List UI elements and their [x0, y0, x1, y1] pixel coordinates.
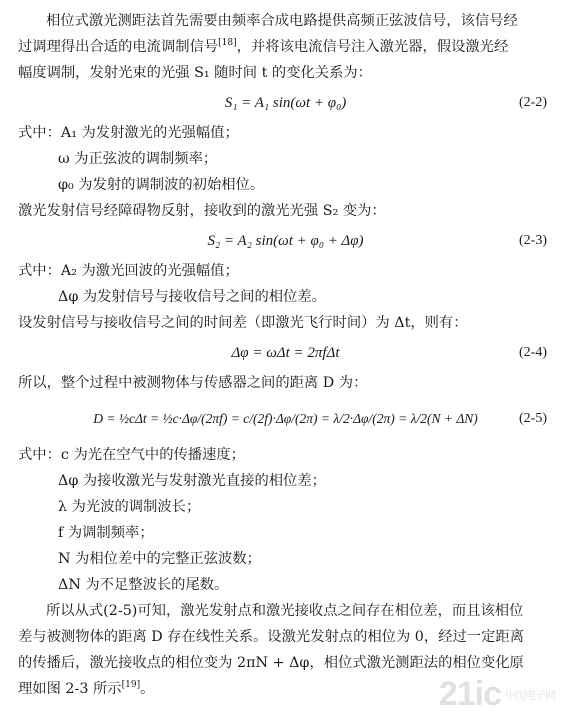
where-3-line-5: N 为相位差中的完整正弦波数；: [58, 551, 261, 567]
conclusion-line-4-text-b: 。: [140, 681, 155, 697]
distance-sentence: 所以，整个过程中被测物体与传感器之间的距离 D 为：: [18, 375, 368, 391]
where-3-line-3: λ 为光波的调制波长；: [58, 499, 201, 515]
equation-2-5-formula: D = ½cΔt = ½c·Δφ/(2πf) = c/(2f)·Δφ/(2π) = λ/2·Δφ/(2π) = λ/2(N + ΔN): [93, 411, 478, 426]
equation-2-2-formula: S₁ = A₁ sin(ωt + φ₀): [224, 95, 347, 111]
where-1-line-3: φ₀ 为发射的调制波的初始相位。: [58, 177, 265, 193]
equation-2-3: [18, 224, 553, 258]
intro-line-2-text-b: ，并将该电流信号注入激光器，假设激光经: [236, 39, 509, 55]
watermark-site-name: 中国电子网: [505, 690, 555, 703]
equation-2-4-number: (2-4): [519, 345, 547, 360]
reflection-sentence: 激光发射信号经障碍物反射，接收到的激光光强 S₂ 变为：: [18, 203, 386, 219]
equation-2-2-number: (2-2): [519, 95, 547, 110]
intro-line-3: 幅度调制，发射光束的光强 S₁ 随时间 t 的变化关系为：: [18, 65, 372, 81]
citation-18: [18]: [218, 38, 237, 49]
conclusion-line-1: 所以从式(2-5)可知，激光发射点和激光接收点之间存在相位差，而且该相位: [46, 603, 524, 619]
where-2-line-1: 式中：A₂ 为激光回波的光强幅值；: [18, 263, 239, 279]
equation-2-4: [18, 336, 553, 370]
where-1-line-2: ω 为正弦波的调制频率；: [58, 151, 218, 167]
where-3-line-2: Δφ 为接收激光与发射激光直接的相位差；: [58, 473, 326, 489]
where-2-line-2: Δφ 为发射信号与接收信号之间的相位差。: [58, 289, 326, 305]
where-3-line-6: ΔN 为不足整波长的尾数。: [58, 577, 229, 593]
watermark-logo-text: 21ic: [438, 675, 501, 713]
where-1-line-1: 式中：A₁ 为发射激光的光强幅值；: [18, 125, 239, 141]
document-page: [18, 8, 553, 702]
time-difference-sentence: 设发射信号与接收信号之间的时间差（即激光飞行时间）为 Δt，则有：: [18, 315, 468, 331]
equation-2-4-formula: Δφ = ωΔt = 2πfΔt: [231, 345, 340, 361]
equation-2-3-number: (2-3): [519, 233, 547, 248]
intro-line-2: [18, 34, 553, 60]
where-3-line-4: f 为调制频率；: [58, 525, 154, 541]
intro-line-1: 相位式激光测距法首先需要由频率合成电路提供高频正弦波信号，该信号经: [46, 13, 518, 29]
site-watermark-logo: [439, 675, 555, 714]
citation-19: [19]: [121, 680, 141, 691]
conclusion-line-3: 的传播后，激光接收点的相位变为 2πN + Δφ，相位式激光测距法的相位变化原: [18, 655, 524, 671]
equation-2-2: [18, 86, 553, 120]
conclusion-line-4-text-a: 理如图 2-3 所示: [18, 681, 122, 697]
intro-line-2-text-a: 过调理得出合适的电流调制信号: [18, 39, 219, 55]
where-3-line-1: 式中：c 为光在空气中的传播速度；: [18, 447, 246, 463]
equation-2-5-number: (2-5): [519, 411, 547, 426]
conclusion-line-2: 差与被测物体的距离 D 存在线性关系。设激光发射点的相位为 0，经过一定距离: [18, 629, 524, 645]
equation-2-5: [18, 396, 553, 442]
equation-2-3-formula: S₂ = A₂ sin(ωt + φ₀ + Δφ): [207, 233, 364, 249]
